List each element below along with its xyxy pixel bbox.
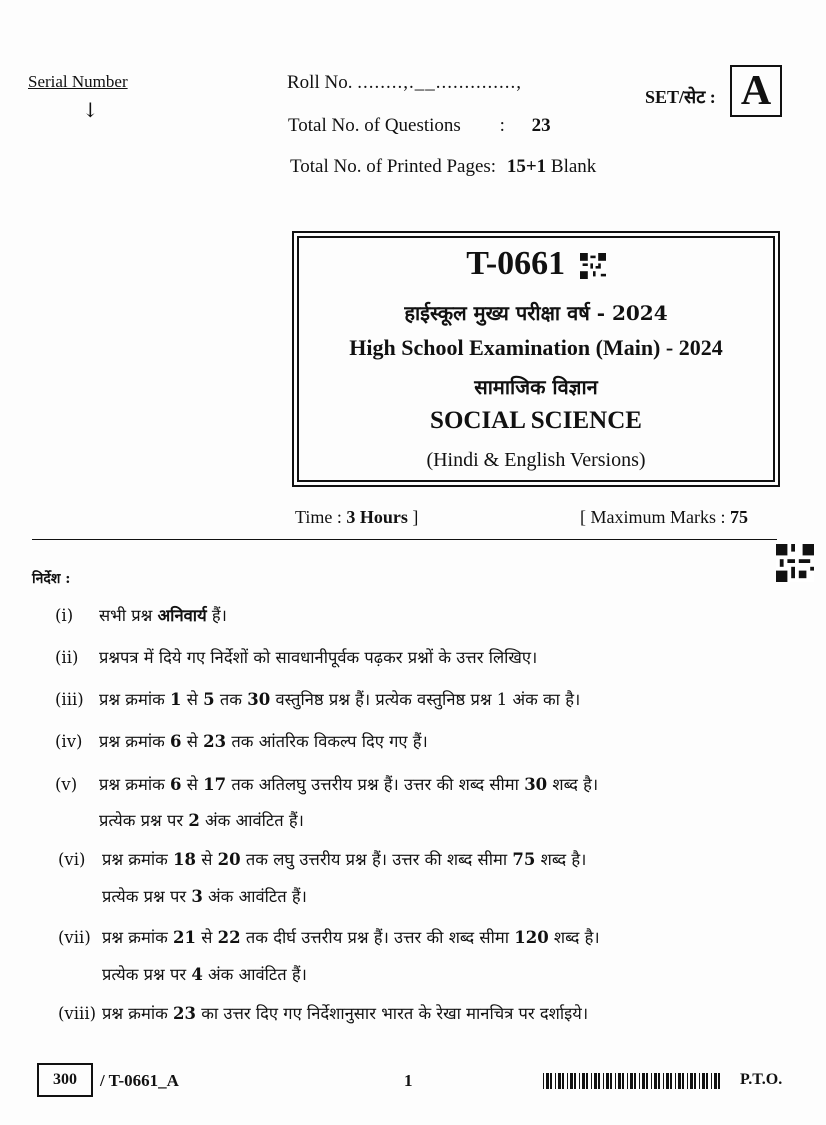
instruction-text: का उत्तर दिए गए निर्देशानुसार भारत के रेखा मानचित्र पर दर्शाइये। (196, 1004, 589, 1023)
instruction-text: प्रत्येक प्रश्न पर (99, 811, 189, 830)
footer-box-number: 300 (37, 1063, 93, 1097)
instruction-emphasis: 75 (512, 850, 536, 869)
instruction-number: (vii) (58, 928, 91, 947)
instruction-item (58, 850, 586, 870)
max-marks-info (580, 507, 748, 528)
instruction-text: शब्द है। (547, 775, 599, 794)
time-label: Time : (295, 507, 342, 527)
max-marks-label: Maximum Marks : (590, 507, 726, 527)
instruction-emphasis: 23 (173, 1004, 196, 1023)
total-questions-value: 23 (531, 115, 551, 136)
instruction-number: (i) (55, 606, 74, 625)
instruction-emphasis: 1 (170, 690, 182, 709)
instruction-item (55, 606, 227, 626)
instruction-emphasis: 6 (170, 732, 182, 751)
serial-number-label: Serial Number (28, 72, 128, 91)
page-number: 1 (404, 1071, 413, 1090)
instruction-number: (ii) (55, 648, 79, 667)
instruction-text: तक आंतरिक विकल्प दिए गए हैं। (226, 732, 428, 751)
instruction-emphasis: 2 (188, 811, 200, 830)
instruction-emphasis: 22 (217, 928, 241, 947)
instruction-number: (iv) (55, 732, 83, 751)
instruction-text: तक लघु उत्तरीय प्रश्न हैं। उत्तर की शब्द सीमा (240, 850, 513, 869)
time-value: 3 Hours (346, 507, 408, 527)
paper-code: T-0661 (466, 245, 566, 282)
instruction-emphasis: 17 (203, 775, 227, 794)
down-arrow-icon: ↓ (82, 98, 99, 122)
subject-hindi: सामाजिक विज्ञान (474, 375, 598, 399)
instruction-emphasis: अनिवार्य (157, 606, 207, 625)
max-marks-bracket: [ (580, 507, 586, 527)
instruction-text: प्रश्न क्रमांक (99, 690, 171, 709)
instruction-number: (viii) (58, 1004, 97, 1023)
instruction-text: तक अतिलघु उत्तरीय प्रश्न हैं। उत्तर की शब्द सीमा (226, 775, 525, 794)
instruction-text: अंक आवंटित हैं। (199, 811, 304, 830)
instruction-continuation (99, 808, 304, 831)
instruction-continuation (102, 884, 307, 907)
instruction-emphasis: 20 (217, 850, 241, 869)
instruction-text: से (196, 850, 218, 869)
instruction-item (58, 928, 600, 948)
instruction-text: से (181, 690, 204, 709)
instruction-item (55, 732, 428, 752)
instruction-continuation (102, 962, 307, 985)
instruction-text: तक दीर्घ उत्तरीय प्रश्न हैं। उत्तर की शब्द सीमा (240, 928, 515, 947)
paper-code-line (294, 245, 778, 283)
time-bracket: ] (412, 507, 419, 527)
title-box (292, 231, 780, 487)
instruction-item (55, 648, 537, 668)
set-label: SET/सेट : (645, 87, 716, 107)
instruction-text: प्रश्न क्रमांक (102, 928, 174, 947)
time-info (295, 507, 418, 528)
instruction-number: (v) (55, 775, 78, 794)
roll-number-label: Roll No. (287, 72, 353, 93)
max-marks-value: 75 (730, 507, 748, 527)
divider (32, 539, 777, 540)
total-pages (290, 156, 596, 178)
instruction-text: से (196, 928, 218, 947)
exam-title-hindi: हाईस्कूल मुख्य परीक्षा वर्ष - 2024 (404, 301, 668, 325)
instruction-text: प्रश्नपत्र में दिये गए निर्देशों को सावधानीपूर्वक पढ़कर प्रश्नों के उत्तर लिखिए। (99, 648, 538, 667)
instruction-text: अंक आवंटित हैं। (202, 965, 307, 984)
barcode-icon (543, 1073, 723, 1089)
instruction-text: अंक आवंटित हैं। (202, 887, 307, 906)
instruction-number: (iii) (55, 690, 84, 709)
instruction-emphasis: 3 (191, 887, 203, 906)
instruction-text: शब्द है। (548, 928, 600, 947)
instruction-item (58, 1004, 588, 1024)
total-questions-label: Total No. of Questions (288, 115, 461, 136)
instruction-text: से (181, 775, 204, 794)
instruction-text: शब्द है। (535, 850, 587, 869)
instruction-item (55, 690, 580, 710)
instruction-text: हैं। (206, 606, 227, 625)
instruction-emphasis: 4 (191, 965, 203, 984)
instruction-text: तक (214, 690, 248, 709)
set-value-box: A (730, 65, 782, 117)
instruction-item (55, 775, 598, 795)
instruction-text: प्रत्येक प्रश्न पर (102, 887, 192, 906)
subject-english: SOCIAL SCIENCE (430, 407, 642, 434)
qr-code-icon (580, 253, 606, 279)
instruction-number: (vi) (58, 850, 86, 869)
qr-code-icon (776, 544, 814, 582)
instruction-text: प्रश्न क्रमांक (99, 732, 171, 751)
versions-note: (Hindi & English Versions) (426, 449, 646, 471)
roll-number-field (287, 72, 522, 94)
instruction-emphasis: 30 (247, 690, 271, 709)
instruction-text: प्रश्न क्रमांक (99, 775, 171, 794)
total-pages-suffix: Blank (550, 156, 597, 177)
instruction-emphasis: 23 (203, 732, 227, 751)
instruction-emphasis: 6 (170, 775, 182, 794)
instruction-emphasis: 21 (173, 928, 196, 947)
total-questions (288, 115, 551, 137)
instruction-emphasis: 5 (203, 690, 215, 709)
instruction-text: सभी प्रश्न (99, 606, 158, 625)
instruction-text: प्रश्न क्रमांक (102, 850, 174, 869)
instruction-emphasis: 120 (514, 928, 549, 947)
pto-label: P.T.O. (740, 1071, 783, 1088)
instruction-text: वस्तुनिष्ठ प्रश्न हैं। प्रत्येक वस्तुनिष्ठ प्रश्न 1 अंक का है। (270, 690, 581, 709)
total-pages-label: Total No. of Printed Pages: (290, 156, 497, 177)
exam-title-english: High School Examination (Main) - 2024 (349, 335, 723, 360)
instruction-emphasis: 18 (173, 850, 196, 869)
instructions-heading: निर्देश : (32, 571, 71, 587)
instruction-emphasis: 30 (524, 775, 548, 794)
footer-paper-code: / T-0661_A (100, 1071, 179, 1090)
instruction-text: प्रत्येक प्रश्न पर (102, 965, 192, 984)
instruction-text: से (181, 732, 204, 751)
total-pages-value: 15+1 (506, 156, 547, 177)
total-questions-sep: : (499, 115, 505, 136)
roll-number-blank: ........,.__.............., (357, 72, 522, 93)
instruction-text: प्रश्न क्रमांक (102, 1004, 174, 1023)
